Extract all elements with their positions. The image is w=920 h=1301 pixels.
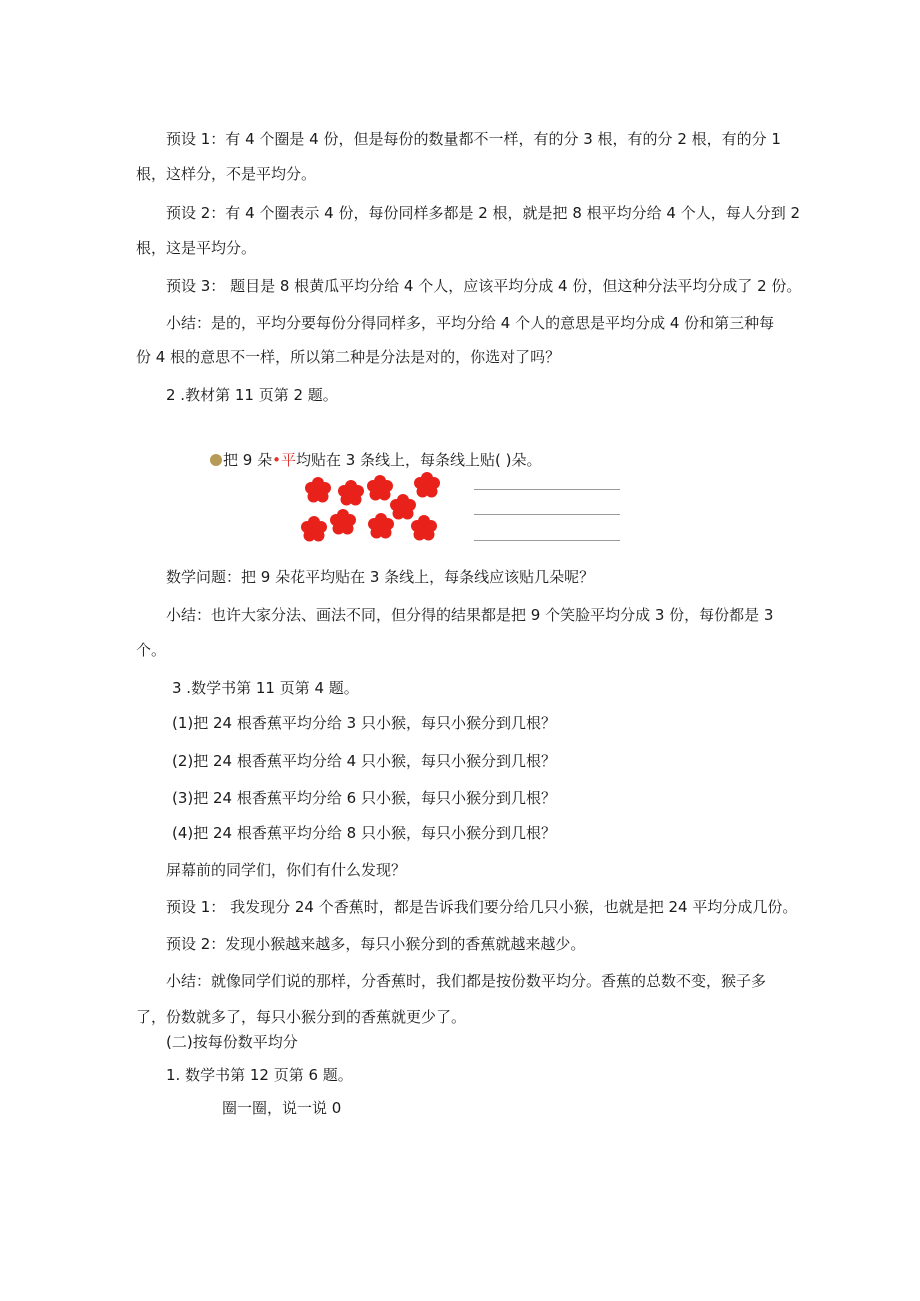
question-4: (4)把 24 根香蕉平均分给 8 只小猴，每只小猴分到几根？ — [172, 824, 556, 842]
item-1-heading: 1. 数学书第 12 页第 6 题。 — [166, 1066, 353, 1084]
heading-item3: 3 .数学书第 11 页第 4 题。 — [172, 679, 359, 697]
flower-icon — [301, 516, 327, 542]
flower-icon — [338, 480, 364, 506]
flower-icon — [411, 515, 437, 541]
number-2-badge-icon — [210, 454, 222, 466]
exercise-dot: • — [272, 451, 281, 469]
question-3: (3)把 24 根香蕉平均分给 6 只小猴，每只小猴分到几根？ — [172, 789, 556, 807]
flower-icon — [330, 509, 356, 535]
question-2: (2)把 24 根香蕉平均分给 4 只小猴，每只小猴分到几根？ — [172, 752, 556, 770]
summary3-line2: 了，份数就多了，每只小猴分到的香蕉就更少了。 — [136, 1008, 467, 1026]
paragraph-preset2-line2: 根，这是平均分。 — [136, 239, 257, 257]
summary1-line2: 份 4 根的意思不一样，所以第二种是分法是对的，你选对了吗？ — [136, 348, 561, 366]
section-heading: (二)按每份数平均分 — [166, 1033, 298, 1051]
answer-line — [474, 514, 620, 515]
paragraph-preset1-line1: 预设 1：有 4 个圈是 4 份，但是每份的数量都不一样，有的分 3 根，有的分 2 根，有的分 1 — [166, 130, 781, 148]
paragraph-preset3: 预设 3： 题目是 8 根黄瓜平均分给 4 个人，应该平均分成 4 份，但这种分法平均分成了 2 份。 — [166, 277, 802, 295]
paragraph-preset1-line2: 根，这样分，不是平均分。 — [136, 165, 317, 183]
circle-and-say: 圈一圈，说一说 0 — [222, 1099, 342, 1117]
flower-icon — [368, 513, 394, 539]
flower-icon — [414, 472, 440, 498]
answer-line — [474, 489, 620, 490]
paragraph-preset2-line1: 预设 2：有 4 个圈表示 4 份，每份同样多都是 2 根，就是把 8 根平均分给 4 个人，每人分到 2 — [166, 204, 801, 222]
preset-2-answer: 预设 2：发现小猴越来越多，每只小猴分到的香蕉就越来越少。 — [166, 935, 586, 953]
exercise-part2: 均贴在 3 条线上，每条线上贴( )朵。 — [295, 451, 542, 469]
flower-icon — [305, 477, 331, 503]
exercise-red-char: 平 — [280, 451, 296, 469]
summary2-line1: 小结：也许大家分法、画法不同，但分得的结果都是把 9 个笑脸平均分成 3 份，每份都是 3 — [166, 606, 774, 624]
discovery-question: 屏幕前的同学们，你们有什么发现？ — [166, 861, 407, 879]
heading-item2: 2 .教材第 11 页第 2 题。 — [166, 386, 338, 404]
math-question: 数学问题：把 9 朵花平均贴在 3 条线上，每条线应该贴几朵呢？ — [166, 568, 595, 586]
summary3-line1: 小结：就像同学们说的那样，分香蕉时，我们都是按份数平均分。香蕉的总数不变，猴子多 — [166, 972, 767, 990]
exercise-prompt — [210, 450, 542, 470]
exercise-part1: 把 9 朵 — [223, 451, 273, 469]
preset-1-answer: 预设 1： 我发现分 24 个香蕉时，都是告诉我们要分给几只小猴，也就是把 24 平均分成几份。 — [166, 898, 798, 916]
answer-line — [474, 540, 620, 541]
summary2-line2: 个。 — [136, 641, 167, 659]
summary1-line1: 小结：是的，平均分要每份分得同样多，平均分给 4 个人的意思是平均分成 4 份和第三种每 — [166, 314, 775, 332]
question-1: (1)把 24 根香蕉平均分给 3 只小猴，每只小猴分到几根？ — [172, 714, 556, 732]
